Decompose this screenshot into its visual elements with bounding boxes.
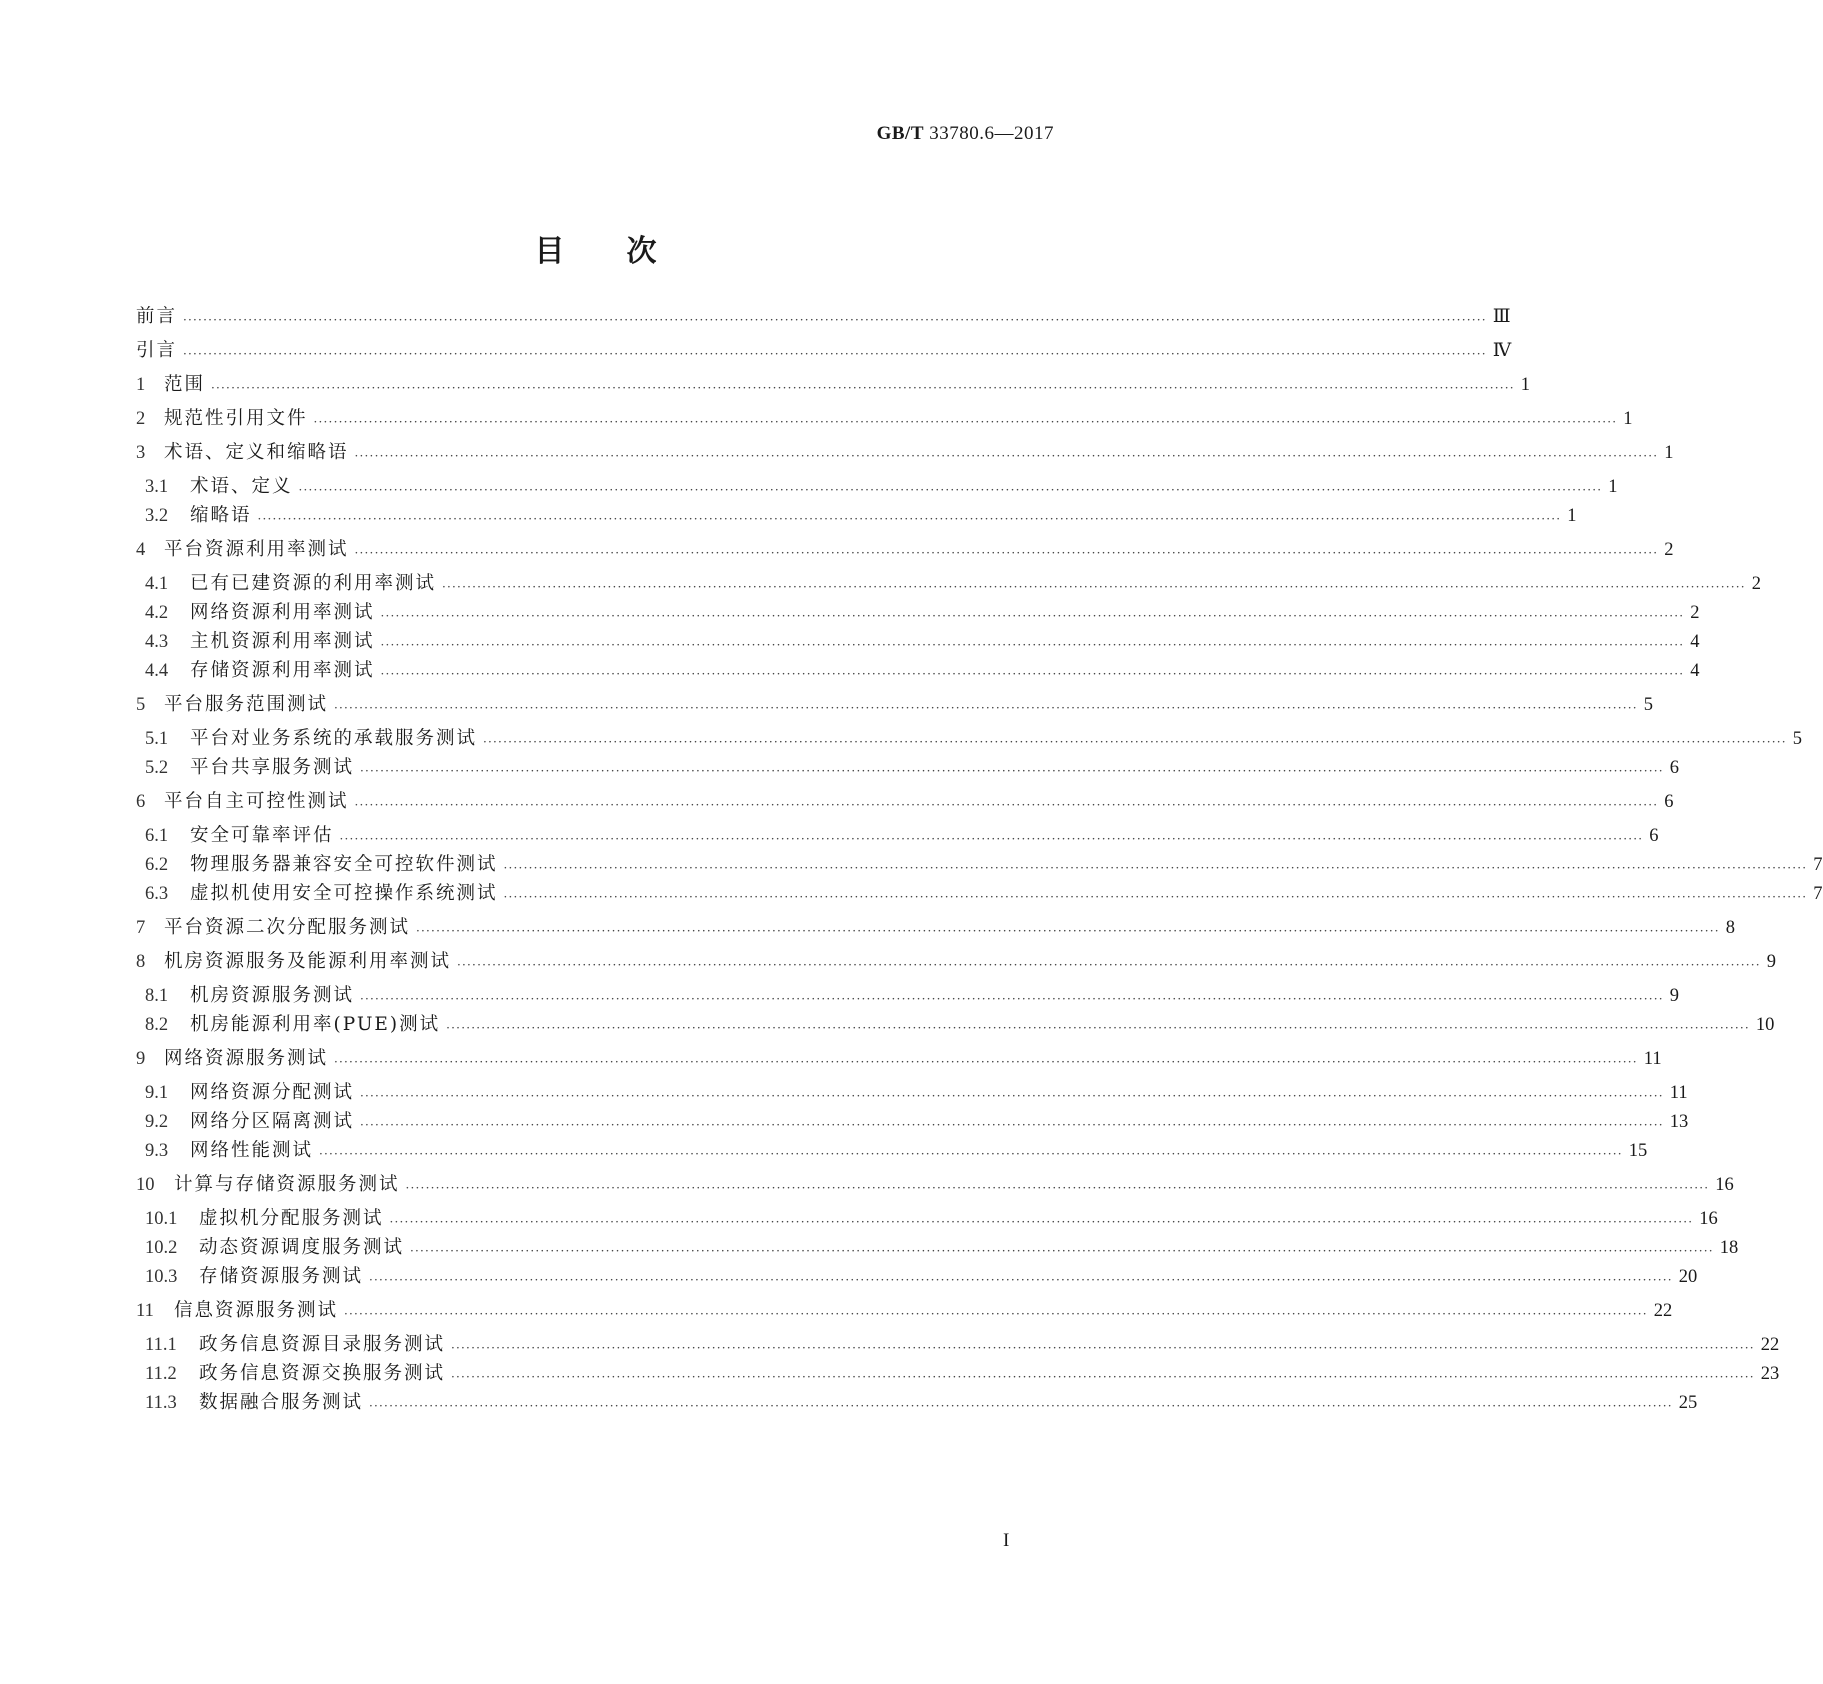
toc-entry-page: 1 (1567, 506, 1577, 526)
standard-code-prefix: GB/T (876, 123, 924, 144)
toc-entry-number: 8.1 (145, 986, 169, 1006)
toc-entry[interactable] (136, 537, 1674, 563)
toc-entry[interactable] (145, 474, 1618, 500)
toc-entry[interactable] (145, 1080, 1688, 1106)
toc-entry-page: 2 (1664, 540, 1674, 560)
toc-entry-page: 20 (1678, 1267, 1698, 1287)
toc-leader-dots: ···································································································································································································································································· (416, 924, 1720, 938)
toc-entry-page: 9 (1669, 986, 1680, 1006)
toc-entry-title: 主机资源利用率测试 (190, 631, 375, 652)
toc-entry-title: 网络资源服务测试 (164, 1048, 329, 1069)
toc-leader-dots: ···································································································································································································································································· (389, 1215, 1694, 1229)
toc-entry-page: 9 (1766, 952, 1777, 972)
toc-entry-page: 6 (1664, 792, 1674, 812)
toc-leader-dots: ···································································································································································································································································· (211, 381, 1515, 395)
toc-entry-page: 10 (1755, 1015, 1775, 1035)
toc-entry[interactable] (136, 304, 1511, 330)
toc-entry-number: 6.3 (145, 884, 169, 904)
toc-entry[interactable] (136, 338, 1512, 364)
toc-entry-number: 10.1 (145, 1209, 178, 1229)
standard-code-number: 33780.6—2017 (924, 123, 1054, 144)
toc-leader-dots: ···································································································································································································································································· (183, 313, 1487, 327)
toc-entry-number: 3 (136, 443, 146, 463)
toc-entry-number: 4.2 (145, 603, 169, 623)
toc-entry-title: 网络资源分配测试 (190, 1082, 355, 1103)
toc-entry[interactable] (136, 1046, 1662, 1072)
toc-leader-dots: ···································································································································································································································································· (360, 992, 1664, 1006)
toc-leader-dots: ···································································································································································································································································· (483, 735, 1787, 749)
toc-entry-title: 平台对业务系统的承载服务测试 (190, 728, 478, 749)
toc-entry-page: Ⅲ (1492, 307, 1511, 327)
toc-entry[interactable] (145, 1206, 1718, 1232)
toc-entry-title: 虚拟机分配服务测试 (199, 1208, 384, 1229)
toc-entry[interactable] (145, 503, 1577, 529)
toc-entry[interactable] (145, 600, 1700, 626)
toc-leader-dots: ···································································································································································································································································· (360, 1118, 1664, 1132)
toc-leader-dots: ···································································································································································································································································· (257, 512, 1562, 526)
toc-entry-number: 3.1 (145, 477, 169, 497)
standard-code (877, 123, 1054, 145)
toc-entry-page: 18 (1719, 1238, 1739, 1258)
toc-entry[interactable] (145, 823, 1659, 849)
toc-entry-number: 11.1 (145, 1335, 177, 1355)
toc-entry-title: 网络资源利用率测试 (190, 602, 375, 623)
toc-entry-number: 10.3 (145, 1267, 178, 1287)
toc-leader-dots: ···································································································································································································································································· (339, 832, 1644, 846)
toc-leader-dots: ···································································································································································································································································· (451, 1341, 1755, 1355)
toc-entry-page: 16 (1715, 1175, 1734, 1195)
toc-leader-dots: ···································································································································································································································································· (380, 638, 1685, 652)
toc-entry-title: 已有已建资源的利用率测试 (190, 573, 437, 594)
toc-leader-dots: ···································································································································································································································································· (457, 958, 1761, 972)
toc-entry[interactable] (136, 915, 1736, 941)
toc-entry[interactable] (145, 571, 1762, 597)
toc-leader-dots: ···································································································································································································································································· (360, 764, 1664, 778)
toc-entry-number: 7 (136, 918, 146, 938)
toc-entry-number: 5.1 (145, 729, 169, 749)
toc-entry-title: 机房能源利用率(PUE)测试 (190, 1014, 441, 1035)
toc-entry-number: 9.1 (145, 1083, 169, 1103)
toc-entry-title: 缩略语 (190, 505, 252, 526)
toc-entry-number: 6.2 (145, 855, 169, 875)
toc-entry-title: 平台资源二次分配服务测试 (164, 917, 411, 938)
toc-entry-page: 4 (1690, 632, 1700, 652)
toc-entry-page: 11 (1669, 1083, 1688, 1103)
toc-leader-dots: ···································································································································································································································································· (360, 1089, 1664, 1103)
toc-entry-number: 4.4 (145, 661, 169, 681)
toc-entry-title: 平台资源利用率测试 (164, 539, 349, 560)
toc-entry-page: 25 (1678, 1393, 1698, 1413)
toc-entry[interactable] (145, 1361, 1780, 1387)
toc-leader-dots: ···································································································································································································································································· (442, 580, 1746, 594)
toc-leader-dots: ···································································································································································································································································· (344, 1307, 1648, 1321)
toc-entry-number: 4.3 (145, 632, 169, 652)
toc-entry-title: 政务信息资源目录服务测试 (199, 1334, 446, 1355)
toc-entry-number: 10 (136, 1175, 155, 1195)
toc-leader-dots: ···································································································································································································································································· (319, 1147, 1623, 1161)
toc-entry-page: 4 (1690, 661, 1700, 681)
toc-entry-title: 机房资源服务及能源利用率测试 (164, 951, 452, 972)
toc-leader-dots: ···································································································································································································································································· (503, 890, 1808, 904)
toc-entry-number: 2 (136, 409, 146, 429)
toc-entry-title: 网络分区隔离测试 (190, 1111, 355, 1132)
toc-leader-dots: ···································································································································································································································································· (405, 1181, 1710, 1195)
toc-entry-title: 政务信息资源交换服务测试 (199, 1363, 446, 1384)
toc-entry[interactable] (145, 1390, 1698, 1416)
page-title: 目次 (534, 234, 719, 269)
toc-leader-dots: ···································································································································································································································································· (410, 1244, 1714, 1258)
toc-entry-title: 网络性能测试 (190, 1140, 314, 1161)
toc-entry-number: 8.2 (145, 1015, 169, 1035)
toc-entry-page: 1 (1664, 443, 1674, 463)
toc-leader-dots: ···································································································································································································································································· (354, 798, 1659, 812)
toc-entry-number: 11.2 (145, 1364, 177, 1384)
toc-entry-number: 11 (136, 1301, 154, 1321)
toc-entry-title: 范围 (164, 374, 206, 395)
toc-leader-dots: ···································································································································································································································································· (298, 483, 1603, 497)
toc-entry-number: 6 (136, 792, 146, 812)
toc-entry-number: 3.2 (145, 506, 169, 526)
toc-entry[interactable] (145, 1109, 1689, 1135)
toc-entry-number: 8 (136, 952, 146, 972)
toc-entry[interactable] (136, 406, 1633, 432)
toc-leader-dots: ···································································································································································································································································· (354, 546, 1659, 560)
toc-entry[interactable] (145, 726, 1803, 752)
toc-leader-dots: ···································································································································································································································································· (183, 347, 1487, 361)
toc-entry[interactable] (136, 1172, 1734, 1198)
page-number: I (1003, 1530, 1010, 1551)
toc-entry[interactable] (136, 440, 1674, 466)
toc-leader-dots: ···································································································································································································································································· (334, 1055, 1638, 1069)
toc-entry-page: 11 (1643, 1049, 1662, 1069)
toc-entry-page: 6 (1669, 758, 1680, 778)
toc-entry-number: 5.2 (145, 758, 169, 778)
toc-entry[interactable] (136, 692, 1654, 718)
toc-entry-title: 平台共享服务测试 (190, 757, 355, 778)
toc-entry-number: 5 (136, 695, 146, 715)
toc-entry-number: 9.2 (145, 1112, 169, 1132)
toc-leader-dots: ···································································································································································································································································· (334, 701, 1638, 715)
toc-entry-number: 6.1 (145, 826, 169, 846)
toc-entry-title: 数据融合服务测试 (199, 1392, 364, 1413)
toc-entry[interactable] (145, 1012, 1775, 1038)
toc-entry-page: 13 (1669, 1112, 1689, 1132)
toc-entry[interactable] (145, 983, 1680, 1009)
toc-entry-title: 虚拟机使用安全可控操作系统测试 (190, 883, 498, 904)
toc-leader-dots: ···································································································································································································································································· (354, 449, 1659, 463)
toc-entry-number: 1 (136, 375, 146, 395)
toc-entry-page: 1 (1520, 375, 1531, 395)
toc-entry-page: 5 (1792, 729, 1803, 749)
toc-entry-title: 前言 (136, 306, 178, 327)
toc-entry-title: 术语、定义和缩略语 (164, 442, 349, 463)
toc-entry-page: 5 (1643, 695, 1654, 715)
toc-entry-page: 15 (1628, 1141, 1648, 1161)
toc-entry-page: 22 (1653, 1301, 1673, 1321)
toc-entry[interactable] (145, 1138, 1648, 1164)
toc-entry-page: 7 (1813, 884, 1823, 904)
toc-entry[interactable] (145, 881, 1823, 907)
toc-entry-title: 动态资源调度服务测试 (199, 1237, 405, 1258)
toc-entry-number: 4 (136, 540, 146, 560)
toc-entry[interactable] (136, 949, 1777, 975)
toc-entry-page: 1 (1623, 409, 1633, 429)
toc-entry-page: Ⅳ (1492, 341, 1512, 361)
toc-leader-dots: ···································································································································································································································································· (313, 415, 1618, 429)
toc-entry-title: 规范性引用文件 (164, 408, 308, 429)
toc-entry-title: 存储资源服务测试 (199, 1266, 364, 1287)
toc-entry-title: 平台自主可控性测试 (164, 791, 349, 812)
toc-entry-title: 引言 (136, 340, 178, 361)
toc-leader-dots: ···································································································································································································································································· (369, 1273, 1673, 1287)
toc-entry-title: 信息资源服务测试 (174, 1300, 339, 1321)
toc-leader-dots: ···································································································································································································································································· (503, 861, 1808, 875)
toc-entry-page: 23 (1760, 1364, 1780, 1384)
toc-entry[interactable] (145, 1235, 1739, 1261)
toc-entry-page: 22 (1760, 1335, 1780, 1355)
toc-entry-page: 8 (1725, 918, 1736, 938)
toc-entry-title: 平台服务范围测试 (164, 694, 329, 715)
toc-entry[interactable] (145, 852, 1823, 878)
toc-entry[interactable] (145, 755, 1680, 781)
toc-leader-dots: ···································································································································································································································································· (380, 609, 1685, 623)
toc-entry[interactable] (136, 789, 1674, 815)
toc-entry-number: 9.3 (145, 1141, 169, 1161)
toc-leader-dots: ···································································································································································································································································· (446, 1021, 1750, 1035)
toc-entry-title: 安全可靠率评估 (190, 825, 334, 846)
toc-entry-page: 2 (1751, 574, 1762, 594)
toc-entry-page: 1 (1608, 477, 1618, 497)
toc-entry-number: 4.1 (145, 574, 169, 594)
toc-entry-title: 物理服务器兼容安全可控软件测试 (190, 854, 498, 875)
toc-entry-number: 10.2 (145, 1238, 178, 1258)
toc-entry-page: 16 (1699, 1209, 1718, 1229)
toc-entry-page: 7 (1813, 855, 1823, 875)
toc-entry[interactable] (145, 1264, 1698, 1290)
toc-entry[interactable] (145, 1332, 1780, 1358)
toc-entry-title: 术语、定义 (190, 476, 293, 497)
toc-entry-page: 2 (1690, 603, 1700, 623)
toc-entry[interactable] (136, 372, 1531, 398)
toc-entry[interactable] (145, 658, 1700, 684)
toc-leader-dots: ···································································································································································································································································· (369, 1399, 1673, 1413)
toc-entry-title: 计算与存储资源服务测试 (174, 1174, 400, 1195)
toc-entry[interactable] (145, 629, 1700, 655)
toc-entry-page: 6 (1649, 826, 1659, 846)
toc-leader-dots: ···································································································································································································································································· (380, 667, 1685, 681)
toc-entry-number: 11.3 (145, 1393, 177, 1413)
toc-entry-number: 9 (136, 1049, 146, 1069)
toc-leader-dots: ···································································································································································································································································· (451, 1370, 1755, 1384)
toc-entry-title: 存储资源利用率测试 (190, 660, 375, 681)
toc-entry-title: 机房资源服务测试 (190, 985, 355, 1006)
toc-entry[interactable] (136, 1298, 1673, 1324)
